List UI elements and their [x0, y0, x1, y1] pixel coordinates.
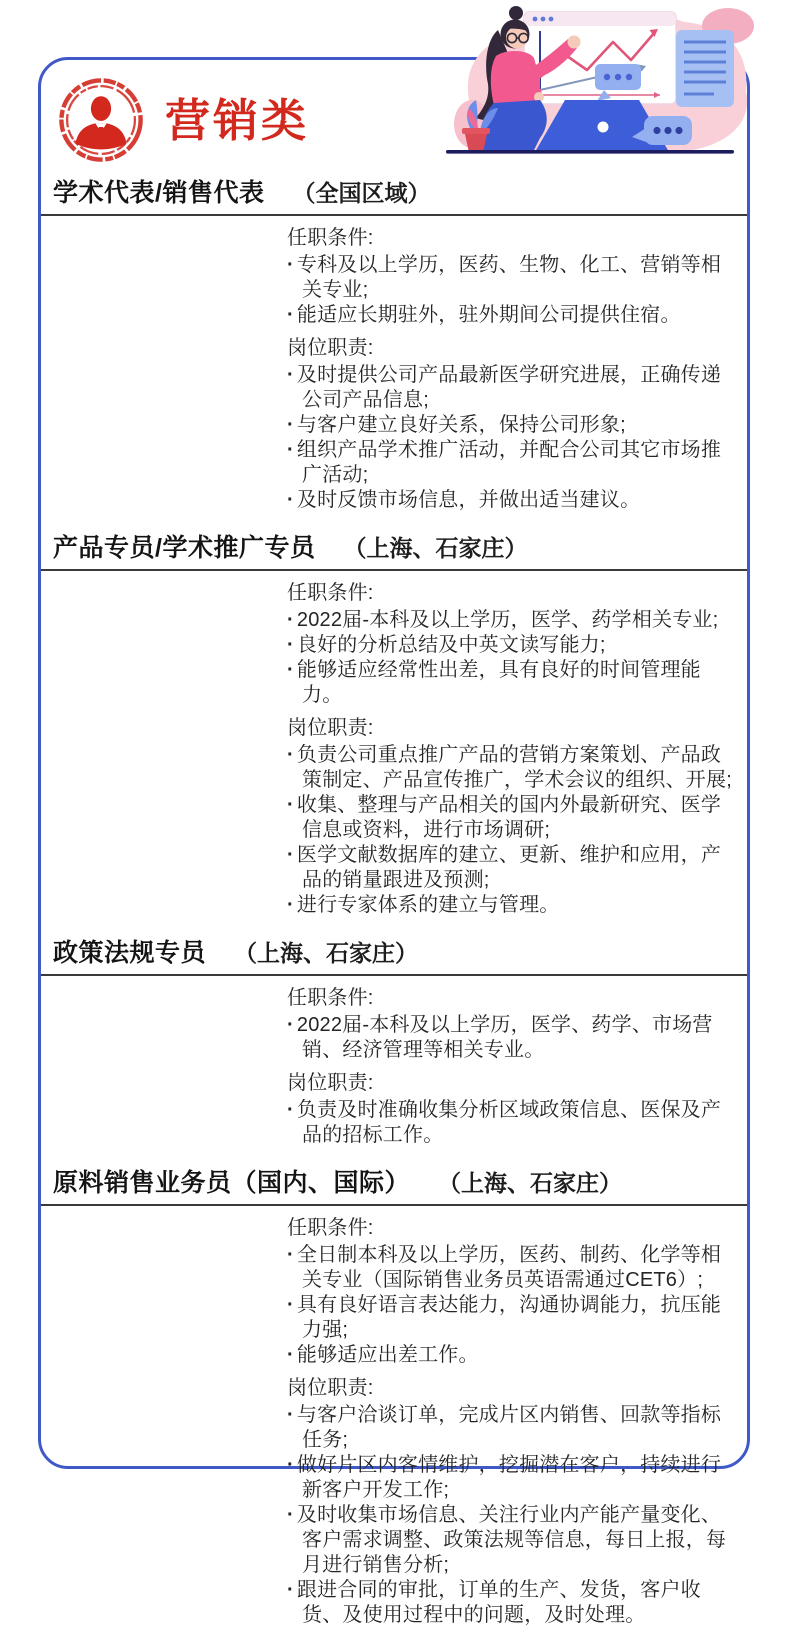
job-title: 原料销售业务员（国内、国际） [53, 1169, 411, 1197]
presenter-chart-illustration [436, 4, 756, 166]
requirements-label: 任职条件: [287, 1217, 374, 1239]
bullet-item: · 负责公司重点推广产品的营销方案策划、产品政策制定、产品宣传推广，学术会议的组织、开展; [287, 743, 737, 793]
duties-label: 岗位职责: [287, 1072, 374, 1094]
job-title-row [41, 924, 747, 974]
category-title: 营销类 [165, 94, 310, 146]
job-section-academic-sales-rep [41, 164, 747, 519]
job-section-raw-material-sales [41, 1154, 747, 1634]
duties-label: 岗位职责: [287, 717, 374, 739]
bullet-item: · 能够适应出差工作。 [287, 1343, 737, 1368]
person-seal-icon [57, 76, 145, 164]
bullet-item: · 能适应长期驻外，驻外期间公司提供住宿。 [287, 303, 737, 328]
bullet-item: · 做好片区内客情维护，挖掘潜在客户，持续进行新客户开发工作; [287, 1453, 737, 1503]
bullet-item: · 与客户建立良好关系，保持公司形象; [287, 413, 737, 438]
job-location: （上海、石家庄） [234, 940, 419, 966]
job-location: （上海、石家庄） [343, 535, 528, 561]
bullet-item: · 良好的分析总结及中英文读写能力; [287, 633, 737, 658]
bullet-item: · 组织产品学术推广活动，并配合公司其它市场推广活动; [287, 438, 737, 488]
bullet-item: · 2022届-本科及以上学历，医学、药学相关专业; [287, 608, 737, 633]
duties-list [287, 743, 737, 918]
job-title: 政策法规专员 [53, 939, 207, 967]
bullet-item: · 与客户洽谈订单，完成片区内销售、回款等指标任务; [287, 1403, 737, 1453]
job-title: 产品专员/学术推广专员 [53, 534, 316, 562]
bullet-item: · 负责及时准确收集分析区域政策信息、医保及产品的招标工作。 [287, 1098, 737, 1148]
bullet-item: · 医学文献数据库的建立、更新、维护和应用，产品的销量跟进及预测; [287, 843, 737, 893]
job-content [41, 976, 747, 1154]
requirements-list [287, 253, 737, 328]
job-title-row [41, 1154, 747, 1204]
job-content [41, 571, 747, 924]
job-location: （全国区域） [292, 180, 431, 206]
job-title: 学术代表/销售代表 [53, 179, 265, 207]
bullet-item: · 收集、整理与产品相关的国内外最新研究、医学信息或资料，进行市场调研; [287, 793, 737, 843]
requirements-list [287, 1243, 737, 1368]
bullet-item: · 及时收集市场信息、关注行业内产能产量变化、客户需求调整、政策法规等信息，每日上报，每月进行销售分析; [287, 1503, 737, 1578]
duties-list [287, 1098, 737, 1148]
bullet-item: · 跟进合同的审批，订单的生产、发货，客户收货、及使用过程中的问题，及时处理。 [287, 1578, 737, 1628]
job-title-row [41, 519, 747, 569]
job-content [41, 1206, 747, 1634]
bullet-item: · 及时提供公司产品最新医学研究进展，正确传递公司产品信息; [287, 363, 737, 413]
duties-label: 岗位职责: [287, 337, 374, 359]
duties-list [287, 1403, 737, 1628]
requirements-label: 任职条件: [287, 987, 374, 1009]
requirements-list [287, 608, 737, 708]
bullet-item: · 进行专家体系的建立与管理。 [287, 893, 737, 918]
job-title-row [41, 164, 747, 214]
duties-list [287, 363, 737, 513]
bullet-item: · 能够适应经常性出差，具有良好的时间管理能力。 [287, 658, 737, 708]
requirements-label: 任职条件: [287, 227, 374, 249]
job-content [41, 216, 747, 519]
bullet-item: · 具有良好语言表达能力，沟通协调能力，抗压能力强; [287, 1293, 737, 1343]
requirements-list [287, 1013, 737, 1063]
job-location: （上海、石家庄） [438, 1170, 623, 1196]
requirements-label: 任职条件: [287, 582, 374, 604]
bullet-item: · 及时反馈市场信息，并做出适当建议。 [287, 488, 737, 513]
bullet-item: · 全日制本科及以上学历，医药、制药、化学等相关专业（国际销售业务员英语需通过CET6）; [287, 1243, 737, 1293]
bullet-item: · 2022届-本科及以上学历，医学、药学、市场营销、经济管理等相关专业。 [287, 1013, 737, 1063]
duties-label: 岗位职责: [287, 1377, 374, 1399]
job-section-product-specialist [41, 519, 747, 924]
bullet-item: · 专科及以上学历，医药、生物、化工、营销等相关专业; [287, 253, 737, 303]
poster-frame [38, 57, 750, 1626]
job-section-policy-specialist [41, 924, 747, 1154]
